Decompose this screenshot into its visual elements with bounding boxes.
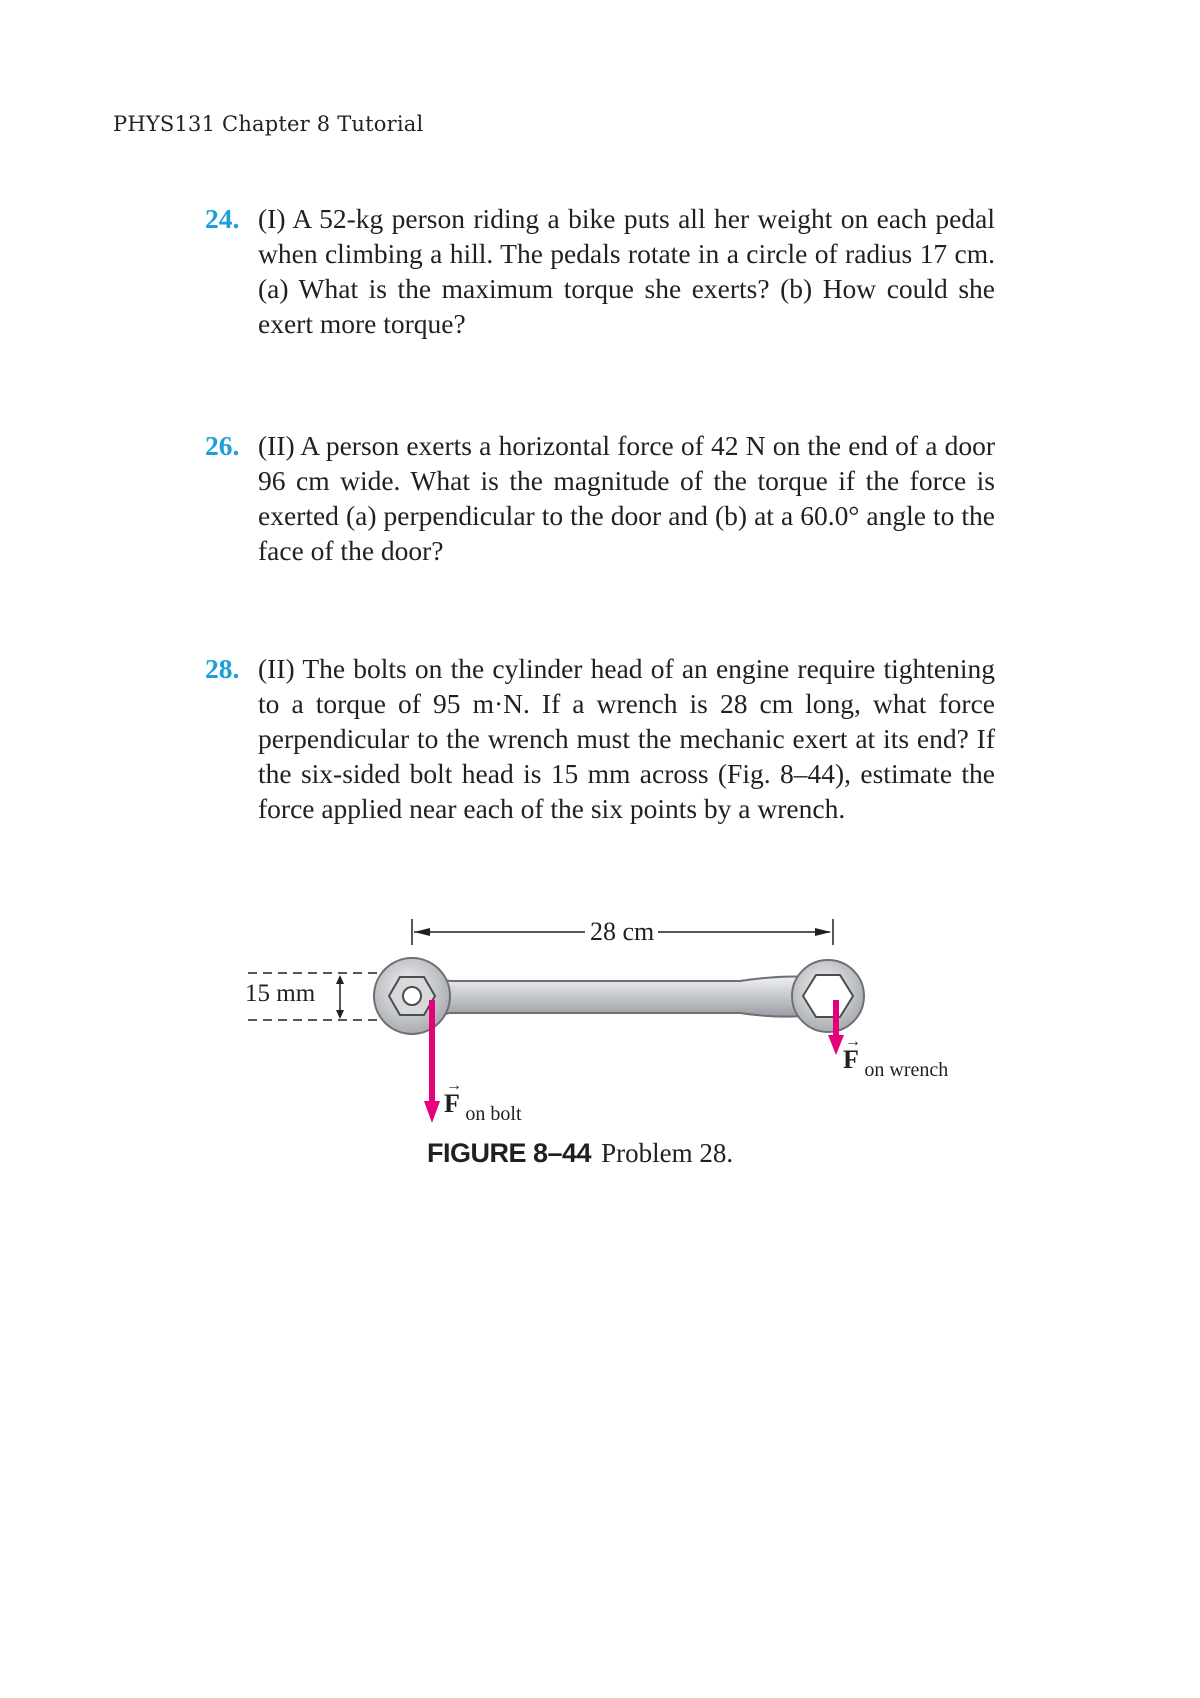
- wrench-figure: [240, 905, 1000, 1175]
- page-header: PHYS131 Chapter 8 Tutorial: [113, 112, 424, 136]
- force-symbol: F: [843, 1045, 858, 1074]
- problem-text: (II) A person exerts a horizontal force of 42 N on the end of a door 96 cm wide. What is the magnitude of the torque if the force is exerted (a) perpendicular to the door and (b) at a 60.0° angle to the face of the door?: [258, 430, 995, 566]
- problem-number: 28.: [205, 653, 240, 684]
- wrench: [374, 958, 864, 1034]
- force-subscript: on wrench: [864, 1059, 949, 1081]
- problem-text: (II) The bolts on the cylinder head of an engine require tightening to a torque of 95 m·N. If a wrench is 28 cm long, what force perpendicular to the wrench must the mechanic exert at its end? If the six-sided bolt head is 15 mm across (Fig. 8–44), estimate the force applied near each of the six points by a wrench.: [258, 653, 995, 824]
- problem-text: (I) A 52-kg person riding a bike puts all her weight on each pedal when climbing a hill. The pedals rotate in a circle of radius 17 cm. (a) What is the maximum torque she exerts? (b) How could she exert more torque?: [258, 203, 995, 339]
- figure-caption: [427, 1138, 733, 1169]
- problem-number: 26.: [205, 430, 240, 461]
- problem-28: [205, 651, 995, 826]
- problem-26: [205, 428, 995, 568]
- length-label: 28 cm: [590, 917, 655, 946]
- problem-number: 24.: [205, 203, 240, 234]
- force-on-wrench-label: → F $_{on wrench}$: [843, 1033, 949, 1081]
- bolt-size-label: 15 mm: [245, 980, 316, 1007]
- force-subscript: on bolt: [465, 1103, 522, 1125]
- force-symbol: F: [444, 1089, 459, 1118]
- caption-text: Problem 28.: [601, 1138, 734, 1168]
- caption-label: FIGURE 8–44: [427, 1138, 592, 1168]
- force-on-bolt-label: → F $_{on bolt}$: [444, 1077, 522, 1125]
- problem-24: [205, 201, 995, 341]
